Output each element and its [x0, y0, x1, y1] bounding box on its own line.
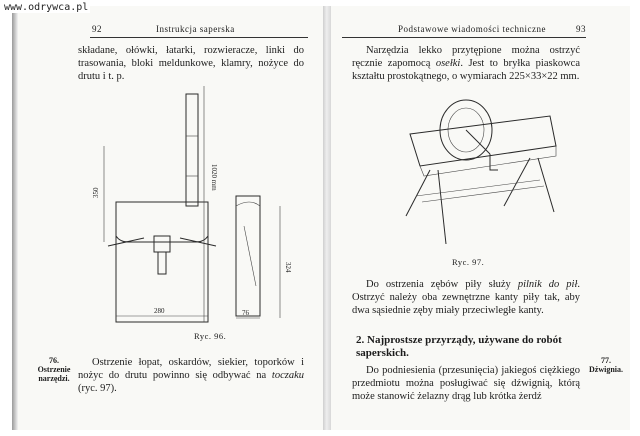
figure-96-drawing: [84, 86, 314, 326]
fig96-bag-body: [116, 202, 208, 322]
right-saw-file-lead: Do ostrzenia zębów piły służy: [366, 279, 518, 290]
right-lever-paragraph: Do podniesienia (przesunięcia) jakiegoś ciężkiego przedmiotu można posługiwać się dźwignią, którą może stanowić żelazny drąg lub krótka żerdź: [352, 365, 580, 402]
left-intro-text: [78, 44, 304, 83]
fig96-dim-350: 350: [92, 187, 100, 198]
left-sharpening-lead: Ostrzenie łopat, oskardów, siekier, toporków i nożyc do drutu powinno się odbywać na: [78, 357, 304, 381]
left-sharpening-italic: toczaku: [271, 370, 304, 381]
right-page-number: 93: [576, 24, 586, 34]
right-saw-file-text: [352, 278, 580, 317]
right-running-head: Podstawowe wiadomości techniczne: [398, 24, 546, 34]
fig96-strap: [186, 94, 198, 206]
fig96-side-view: [236, 196, 260, 316]
right-intro-italic: osełki: [435, 58, 461, 69]
fig96-dim-1020: 1020 mm: [210, 164, 218, 191]
figure-96-caption: Ryc. 96.: [194, 331, 227, 341]
right-saw-file-italic: pilnik do pił: [517, 279, 578, 290]
figure-97-drawing: [380, 94, 580, 254]
right-intro-lead: Narzędzia lekko przytępione można ostrzyć ręcznie zapomocą: [352, 45, 580, 69]
left-sharpening-text: [78, 356, 304, 395]
section-heading: 2. Najprostsze przyrządy, używane do robót saperskich.: [356, 334, 562, 359]
right-lever-text: [352, 364, 580, 403]
fig96-dim-280: 280: [154, 307, 165, 315]
right-intro-text: [352, 44, 580, 83]
left-page-number: 92: [92, 24, 102, 34]
left-margin-note: 76. Ostrzenie narzędzi.: [37, 356, 71, 383]
right-saw-file-tail: . Ostrzyć należy oba zewnętrzne kanty piły tak, aby dwa sąsiednie zęby miały przeciwległe kanty.: [352, 279, 581, 316]
fig96-dim-324: 324: [284, 262, 292, 273]
left-running-head: Instrukcja saperska: [156, 24, 235, 34]
left-edge-shadow: [12, 6, 18, 430]
figure-97-caption: Ryc. 97.: [452, 257, 485, 267]
left-sharpening-tail: (ryc. 97).: [78, 383, 117, 394]
right-intro-tail: . Jest to bryłka piaskowca kształtu prostokątnego, o wymiarach 225×33×22 mm.: [352, 58, 580, 82]
right-header-rule: [342, 37, 586, 38]
left-header-rule: [90, 37, 308, 38]
book-gutter: [323, 6, 331, 430]
right-margin-note: 77. Dźwignia.: [589, 356, 623, 374]
watermark-url: www.odrywca.pl: [4, 2, 89, 13]
left-intro-paragraph: składane, ołówki, łatarki, rozwieracze, linki do trasowania, bloki meldunkowe, klamry, nożyce do drutu i t. p.: [78, 45, 304, 82]
fig96-dim-76: 76: [242, 309, 249, 317]
